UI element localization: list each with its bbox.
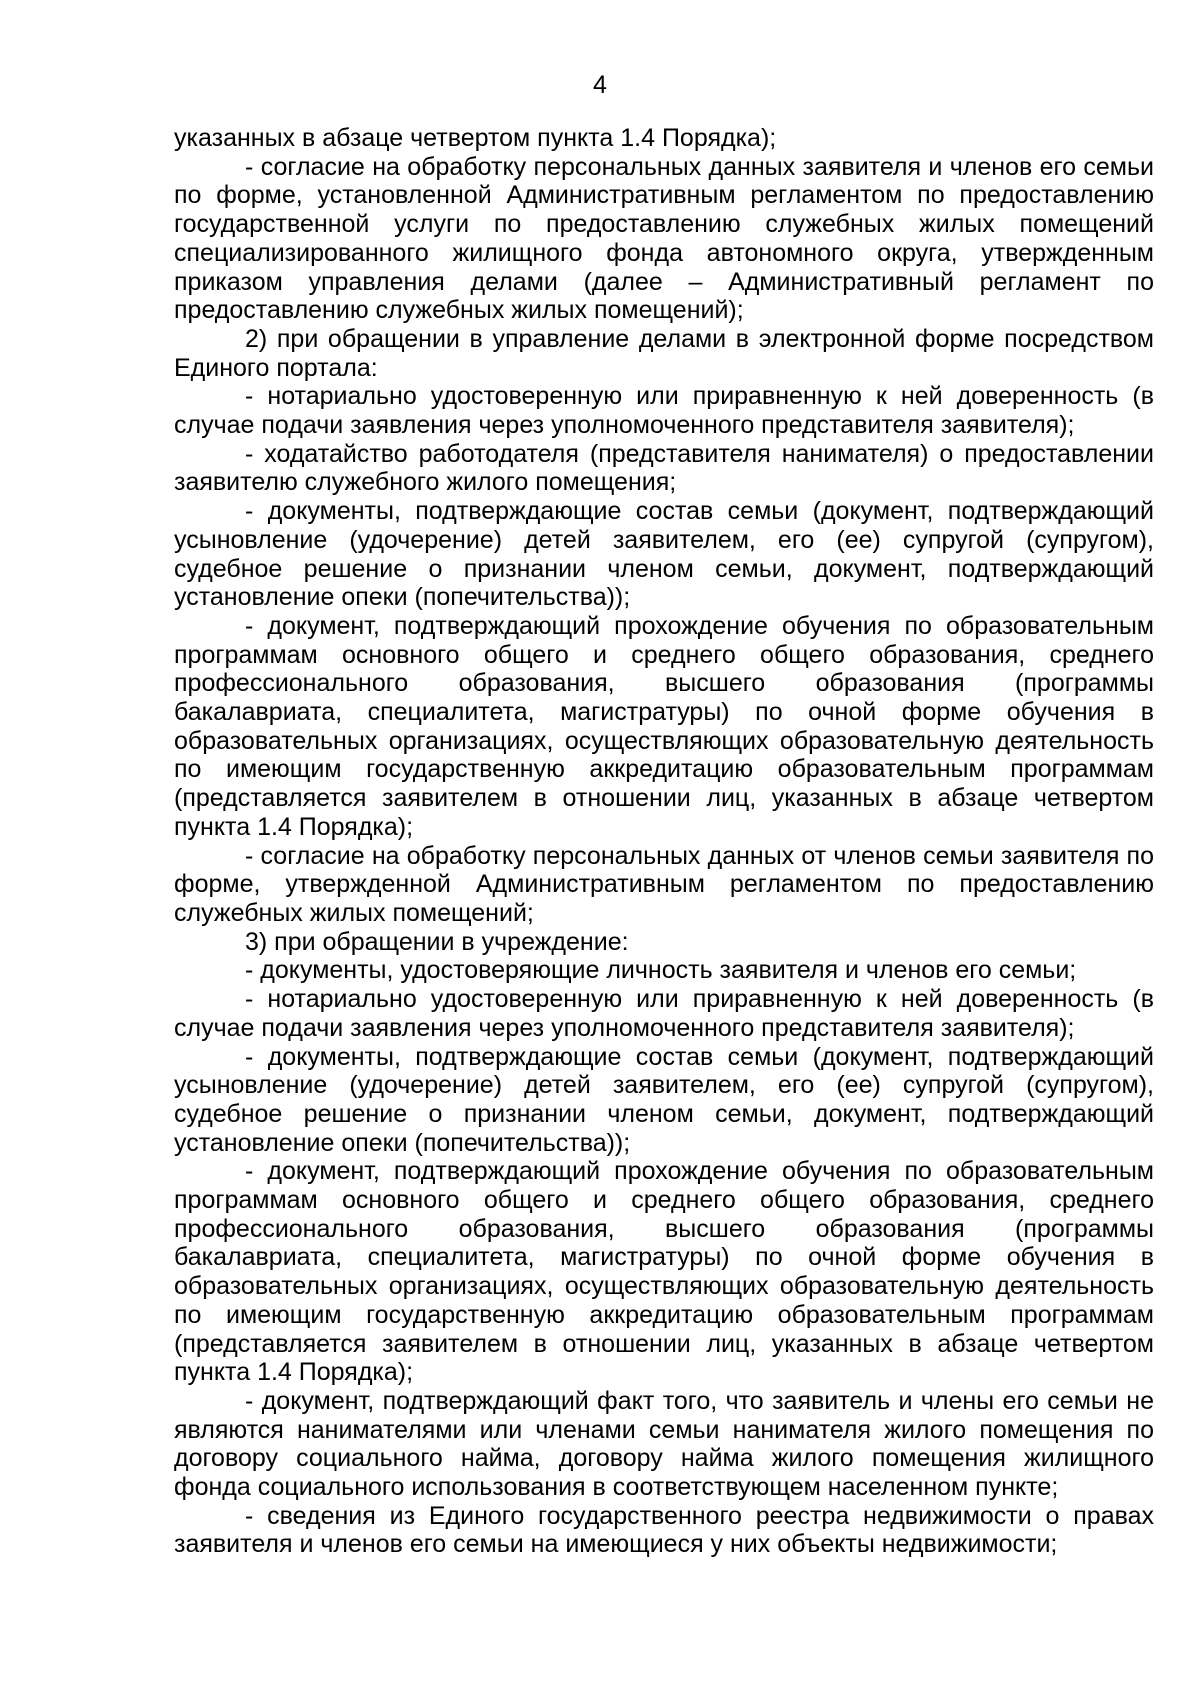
paragraph: - согласие на обработку персональных данных от членов семьи заявителя по форме, утвержденной Административным регламентом по предоставлению служебных жилых помещений; <box>174 841 1154 927</box>
paragraph: - документы, удостоверяющие личность заявителя и членов его семьи; <box>245 956 1077 985</box>
paragraph: - документ, подтверждающий прохождение обучения по образовательным программам основного общего и среднего общего образования, среднего профессионального образования, высшего образования (программы бакалавриата, специалитета, магистратуры) по очной форме обучения в образовательных организациях, осуществляющих образовательную деятельность по имеющим государственную аккредитацию образовательным программам (представляется заявителем в отношении лиц, указанных в абзаце четвертом пункта 1.4 Порядка); <box>174 1157 1154 1387</box>
page-number: 4 <box>593 71 607 99</box>
paragraph: - документы, подтверждающие состав семьи (документ, подтверждающий усыновление (удочерение) детей заявителем, его (ее) супругой (супругом), судебное решение о признании членом семьи, документ, подтверждающий установление опеки (попечительства)); <box>174 497 1154 612</box>
paragraph: - документ, подтверждающий факт того, что заявитель и члены его семьи не являются нанимателями или членами семьи нанимателя жилого помещения по договору социального найма, договору найма жилого помещения жилищного фонда социального использования в соответствующем населенном пункте; <box>174 1386 1154 1502</box>
paragraph: указанных в абзаце четвертом пункта 1.4 Порядка); <box>174 124 777 152</box>
document-body <box>174 124 1154 1559</box>
paragraph: - документы, подтверждающие состав семьи (документ, подтверждающий усыновление (удочерение) детей заявителем, его (ее) супругой (супругом), судебное решение о признании членом семьи, документ, подтверждающий установление опеки (попечительства)); <box>174 1042 1154 1157</box>
paragraph: 2) при обращении в управление делами в электронной форме посредством Единого портала: <box>174 324 1154 382</box>
paragraph: - нотариально удостоверенную или приравненную к ней доверенность (в случае подачи заявления через уполномоченного представителя заявителя); <box>174 985 1154 1042</box>
paragraph: 3) при обращении в учреждение: <box>245 927 629 956</box>
paragraph: - нотариально удостоверенную или приравненную к ней доверенность (в случае подачи заявления через уполномоченного представителя заявителя); <box>174 382 1154 440</box>
paragraph: - ходатайство работодателя (представителя нанимателя) о предоставлении заявителю служебного жилого помещения; <box>174 439 1154 497</box>
paragraph: - документ, подтверждающий прохождение обучения по образовательным программам основного общего и среднего общего образования, среднего профессионального образования, высшего образования (программы бакалавриата, специалитета, магистратуры) по очной форме обучения в образовательных организациях, осуществляющих образовательную деятельность по имеющим государственную аккредитацию образовательным программам (представляется заявителем в отношении лиц, указанных в абзаце четвертом пункта 1.4 Порядка); <box>174 611 1154 841</box>
paragraph: - сведения из Единого государственного реестра недвижимости о правах заявителя и членов его семьи на имеющиеся у них объекты недвижимости; <box>174 1501 1154 1559</box>
paragraph: - согласие на обработку персональных данных заявителя и членов его семьи по форме, установленной Административным регламентом по предоставлению государственной услуги по предоставлению служебных жилых помещений специализированного жилищного фонда автономного округа, утвержденным приказом управления делами (далее – Административный регламент по предоставлению служебных жилых помещений); <box>174 152 1154 325</box>
